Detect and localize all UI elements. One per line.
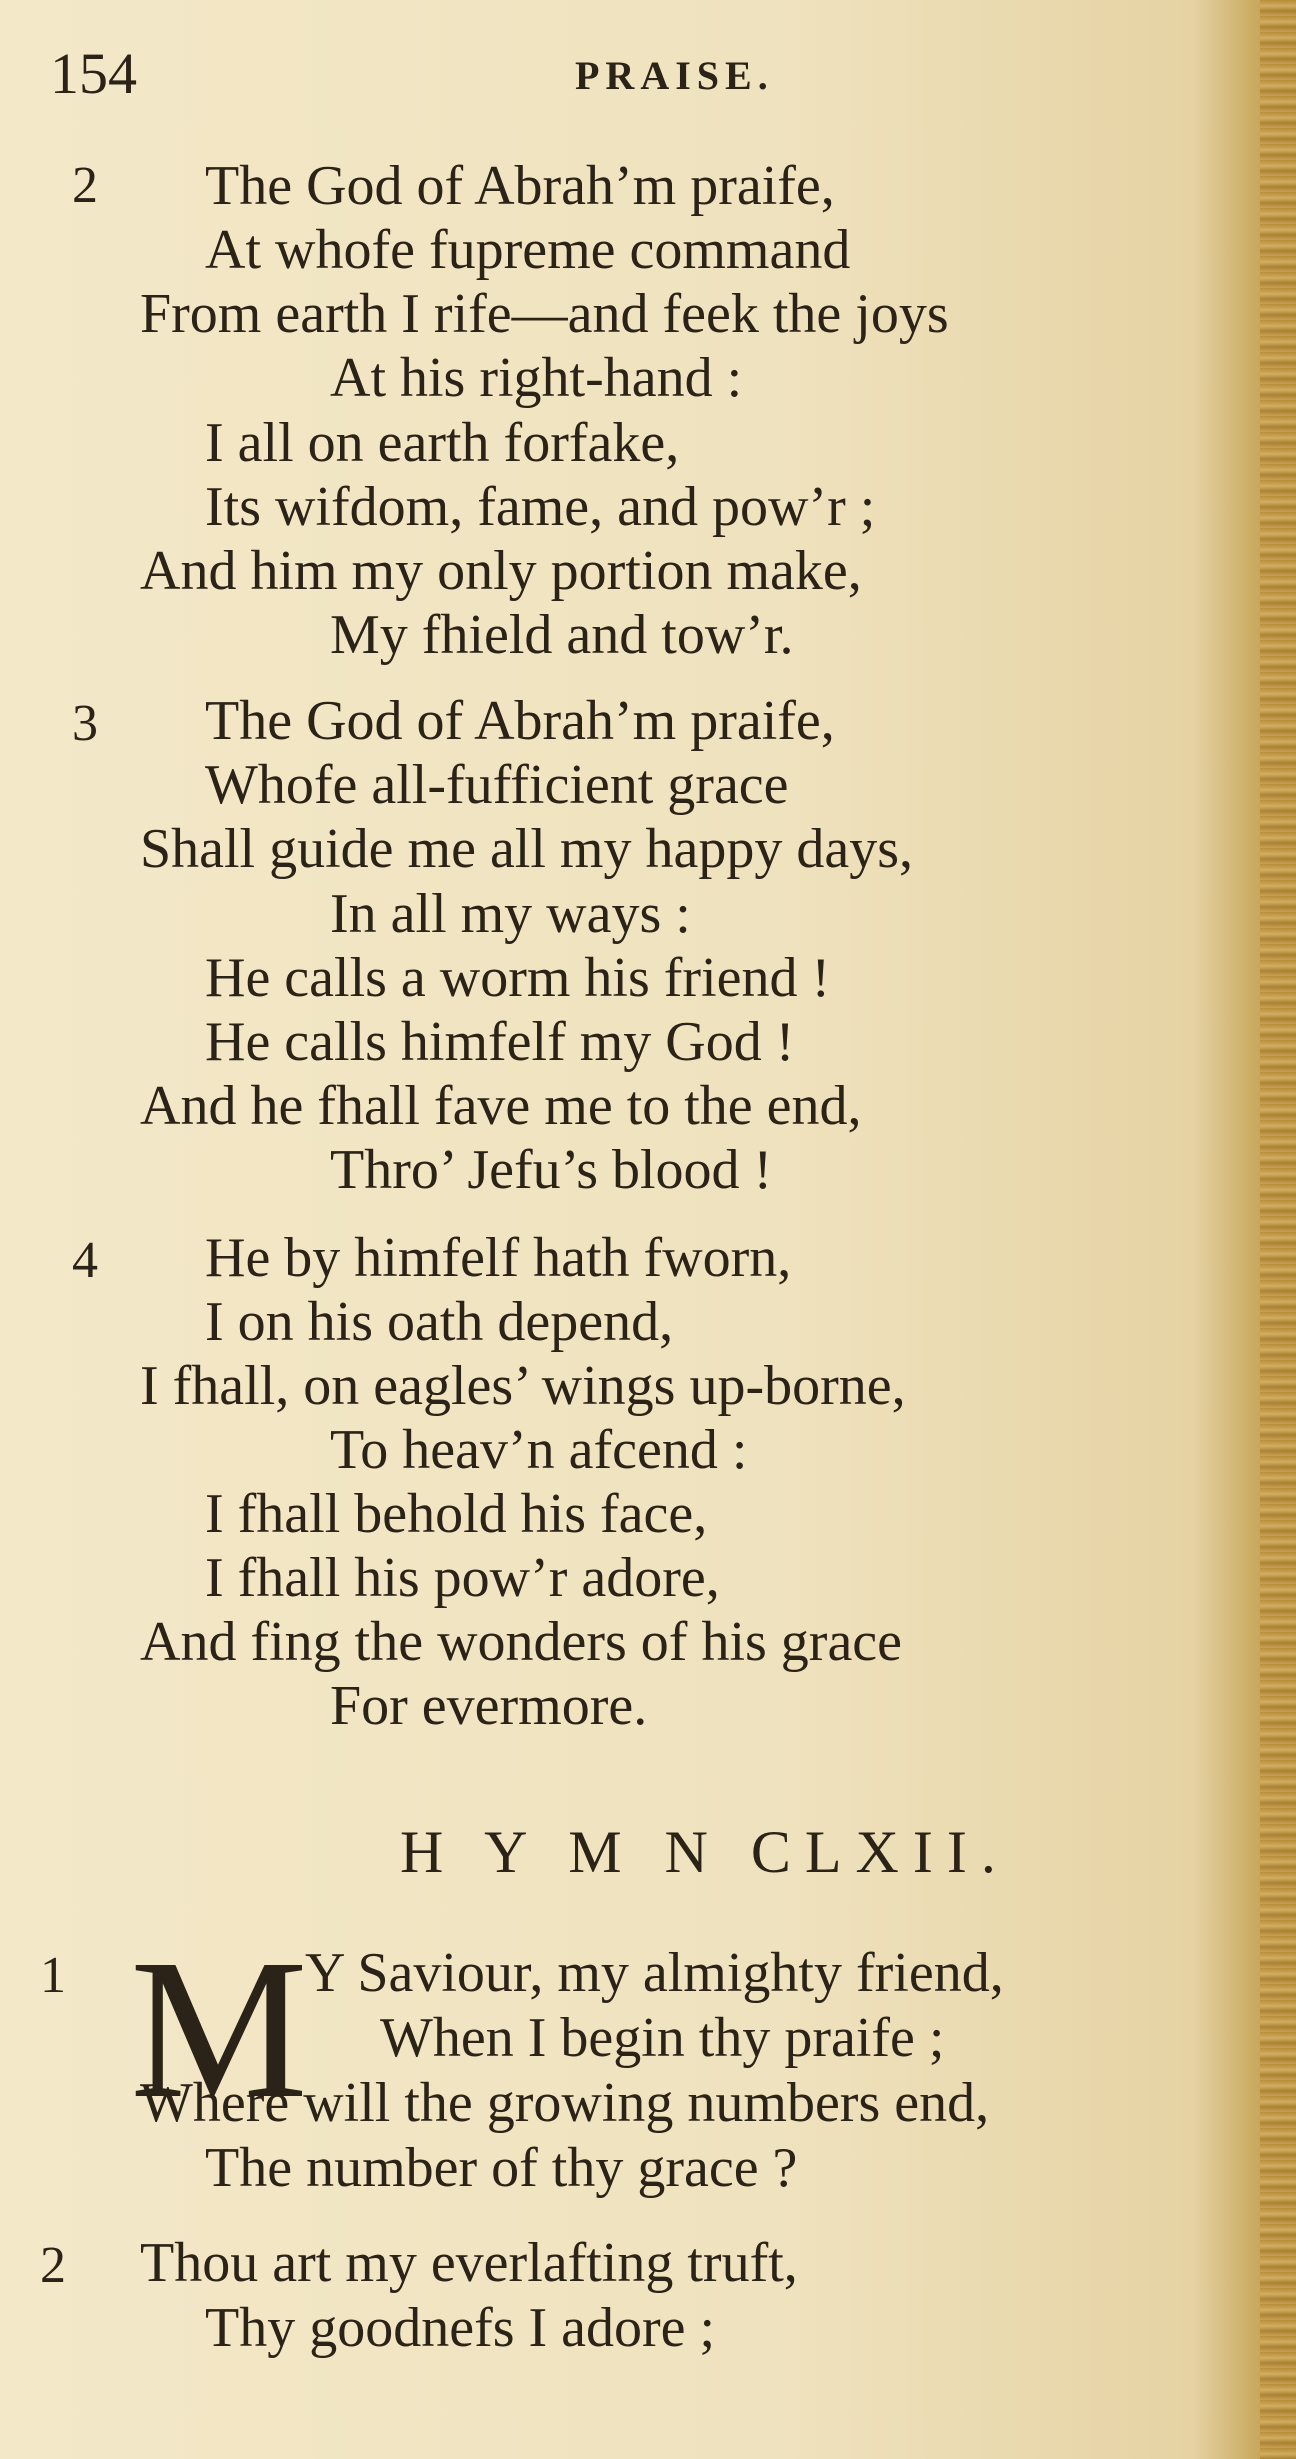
verse-line: From earth I rife—and feek the joys bbox=[140, 283, 949, 345]
verse-line: When I begin thy praife ; bbox=[380, 2007, 945, 2069]
stanza-number: 2 bbox=[72, 157, 98, 214]
verse-line: Y Saviour, my almighty friend, bbox=[305, 1942, 1004, 2004]
verse-line: And him my only portion make, bbox=[140, 540, 862, 602]
drop-cap: M bbox=[130, 1919, 308, 2140]
page-number: 154 bbox=[50, 41, 137, 106]
verse-line: I all on earth forfake, bbox=[205, 412, 680, 474]
verse-line: He calls a worm his friend ! bbox=[205, 947, 831, 1009]
verse-line: He calls himfelf my God ! bbox=[205, 1011, 795, 1073]
verse-line: Whofe all-fufficient grace bbox=[205, 754, 789, 816]
stanza-number: 3 bbox=[72, 695, 98, 752]
page-header bbox=[0, 40, 1296, 110]
verse-line: Shall guide me all my happy days, bbox=[140, 818, 913, 880]
verse-line: Thou art my everlafting truft, bbox=[140, 2232, 798, 2294]
verse-line: And he fhall fave me to the end, bbox=[140, 1075, 862, 1137]
verse-line: For evermore. bbox=[330, 1675, 648, 1737]
verse-line: My fhield and tow’r. bbox=[330, 604, 794, 666]
verse-line: The number of thy grace ? bbox=[205, 2137, 798, 2199]
verse-line: The God of Abrah’m praife, bbox=[205, 690, 835, 752]
hymn-title: H Y M N CLXII. bbox=[400, 1819, 1010, 1885]
verse-line: He by himfelf hath fworn, bbox=[205, 1227, 792, 1289]
verse-line: To heav’n afcend : bbox=[330, 1419, 748, 1481]
verse-line: I fhall his pow’r adore, bbox=[205, 1547, 720, 1609]
verse-line: And fing the wonders of his grace bbox=[140, 1611, 903, 1673]
verse-line: I on his oath depend, bbox=[205, 1291, 674, 1353]
stanza-number: 1 bbox=[40, 1947, 66, 2004]
verse-line: In all my ways : bbox=[330, 883, 691, 945]
verse-line: I fhall behold his face, bbox=[205, 1483, 708, 1545]
stanza-number: 2 bbox=[40, 2237, 66, 2294]
verse-line: Thy goodnefs I adore ; bbox=[205, 2297, 716, 2359]
verse-line: Its wifdom, fame, and pow’r ; bbox=[205, 476, 876, 538]
verse-line: The God of Abrah’m praife, bbox=[205, 155, 835, 217]
verse-line: Where will the growing numbers end, bbox=[140, 2072, 990, 2134]
running-head: PRAISE. bbox=[575, 53, 774, 98]
page-edge bbox=[1260, 0, 1296, 2459]
verse-line: At his right-hand : bbox=[330, 347, 743, 409]
verse-line: Thro’ Jefu’s blood ! bbox=[330, 1139, 773, 1201]
stanza-number: 4 bbox=[72, 1232, 98, 1289]
verse-line: I fhall, on eagles’ wings up-borne, bbox=[140, 1355, 906, 1417]
verse-line: At whofe fupreme command bbox=[205, 219, 851, 281]
